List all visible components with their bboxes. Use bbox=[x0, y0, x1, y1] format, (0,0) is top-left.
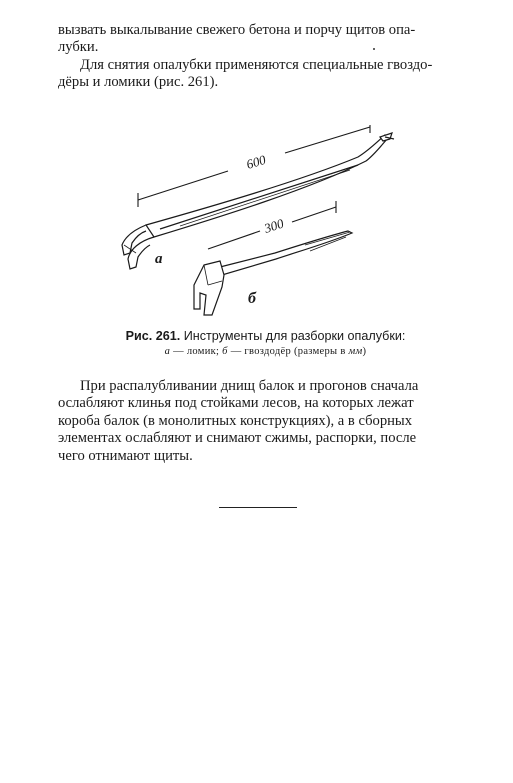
body-text-top bbox=[58, 22, 473, 92]
legend-close: ) bbox=[362, 346, 367, 357]
legend-letter-a: а bbox=[164, 346, 171, 357]
figure-caption bbox=[58, 329, 473, 343]
text-line: элементах ослабляют и снимают сжимы, распорки, после bbox=[58, 430, 417, 447]
legend-text-b: — гвоздодёр (размеры в bbox=[227, 346, 349, 357]
paragraph-3 bbox=[58, 378, 473, 465]
dimension-label-600: 600 bbox=[244, 151, 268, 172]
caption-title: Инструменты для разборки опалубки: bbox=[183, 329, 406, 343]
text-line: лубки. bbox=[58, 39, 99, 56]
text-line: При распалубливании днищ балок и прогонов сначала bbox=[80, 378, 419, 394]
text-line: ослабляют клинья под стойками лесов, на которых лежат bbox=[58, 395, 414, 412]
figure-legend bbox=[58, 346, 473, 357]
text-line: дёры и ломики (рис. 261). bbox=[58, 74, 219, 91]
dimension-label-300: 300 bbox=[262, 215, 286, 236]
tools-figure bbox=[100, 125, 420, 330]
paragraph-2 bbox=[58, 57, 473, 92]
label-b: б bbox=[248, 290, 256, 307]
legend-units: мм bbox=[348, 346, 363, 357]
section-end-rule bbox=[219, 507, 297, 508]
label-a: а bbox=[155, 251, 163, 267]
text-line: чего отнимают щиты. bbox=[58, 447, 193, 464]
text-line: короба балок (в монолитных конструкциях), а в сборных bbox=[58, 412, 413, 429]
legend-letter-b: б bbox=[222, 346, 228, 357]
print-speck bbox=[373, 48, 375, 50]
legend-text-a: — ломик; bbox=[170, 346, 223, 357]
nailpuller-illustration bbox=[194, 231, 352, 315]
text-line: Для снятия опалубки применяются специальные гвоздо- bbox=[80, 56, 433, 73]
body-text-bottom bbox=[58, 378, 473, 465]
text-line: вызвать выкалывание свежего бетона и порчу щитов опа- bbox=[58, 22, 416, 38]
figure-number: Рис. 261. bbox=[125, 329, 181, 343]
paragraph-1 bbox=[58, 22, 473, 57]
